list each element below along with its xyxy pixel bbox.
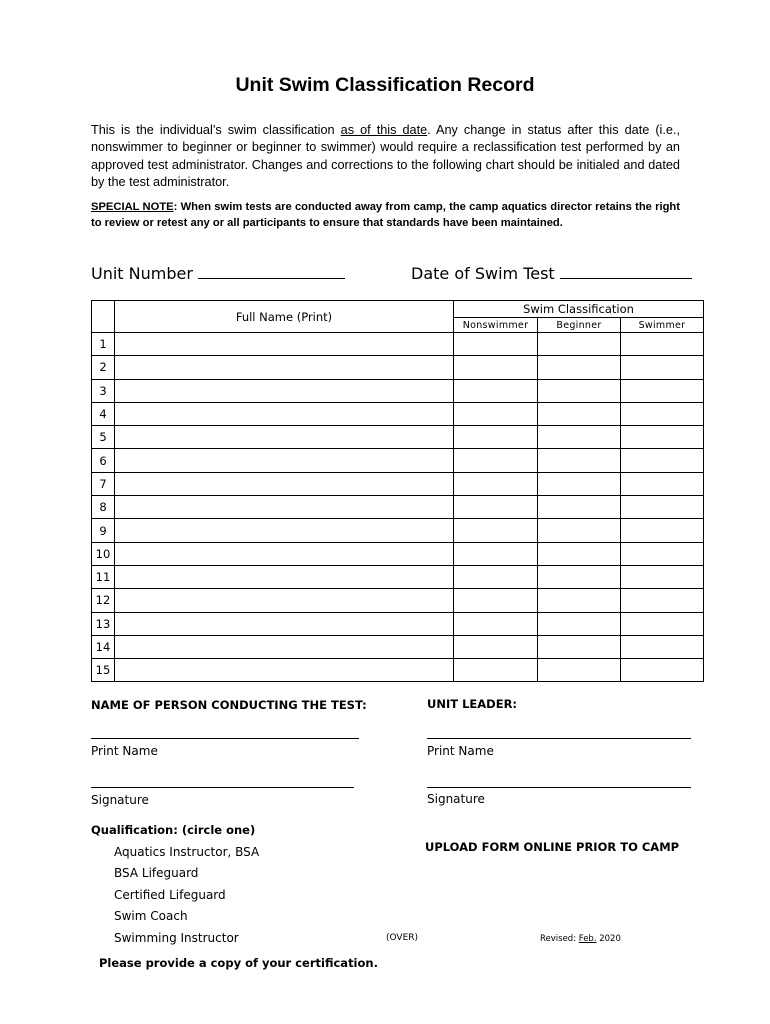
beginner-cell[interactable] <box>538 333 621 356</box>
intro-paragraph <box>91 122 680 191</box>
row-number: 2 <box>92 356 115 379</box>
page-title: Unit Swim Classification Record <box>235 74 535 96</box>
table-row <box>92 496 704 519</box>
nonswimmer-cell[interactable] <box>454 449 538 472</box>
beginner-cell[interactable] <box>538 449 621 472</box>
nonswimmer-cell[interactable] <box>454 426 538 449</box>
swimmer-cell[interactable] <box>621 612 704 635</box>
swimmer-cell[interactable] <box>621 589 704 612</box>
conductor-signature-label: Signature <box>91 793 149 807</box>
table-row <box>92 565 704 588</box>
full-name-cell[interactable] <box>115 472 454 495</box>
swimmer-cell[interactable] <box>621 449 704 472</box>
full-name-cell[interactable] <box>115 449 454 472</box>
beginner-cell[interactable] <box>538 565 621 588</box>
qualification-option[interactable]: Aquatics Instructor, BSA <box>114 845 260 859</box>
row-number-header <box>92 301 115 333</box>
row-number: 8 <box>92 496 115 519</box>
swim-test-date-field[interactable] <box>411 262 692 283</box>
qualification-option[interactable]: Swim Coach <box>114 909 188 923</box>
row-number: 6 <box>92 449 115 472</box>
conductor-signature-line[interactable] <box>91 787 354 788</box>
full-name-cell[interactable] <box>115 519 454 542</box>
unit-leader-signature-label: Signature <box>427 792 485 806</box>
unit-leader-print-name-label: Print Name <box>427 744 494 758</box>
classification-table <box>91 300 704 682</box>
table-row <box>92 333 704 356</box>
nonswimmer-cell[interactable] <box>454 496 538 519</box>
swimmer-cell[interactable] <box>621 519 704 542</box>
intro-text-2: . Any change in status after this date (i.e., nonswimmer to beginner or beginner to swimmer) would require a reclassification test performed by an approved test administrator. Changes and corrections to the following chart should be initialed and dated by the test administrator. <box>91 123 680 189</box>
beginner-cell[interactable] <box>538 659 621 682</box>
row-number: 3 <box>92 379 115 402</box>
table-row <box>92 356 704 379</box>
row-number: 4 <box>92 402 115 425</box>
table-row <box>92 426 704 449</box>
beginner-header: Beginner <box>538 318 621 333</box>
intro-text-1: This is the individual’s swim classification <box>91 123 341 137</box>
row-number: 7 <box>92 472 115 495</box>
nonswimmer-cell[interactable] <box>454 333 538 356</box>
table-row <box>92 542 704 565</box>
nonswimmer-cell[interactable] <box>454 519 538 542</box>
qualification-option[interactable]: BSA Lifeguard <box>114 866 199 880</box>
swimmer-cell[interactable] <box>621 402 704 425</box>
unit-leader-heading: UNIT LEADER: <box>427 697 518 711</box>
beginner-cell[interactable] <box>538 402 621 425</box>
unit-leader-print-name-line[interactable] <box>427 738 691 739</box>
qualification-option[interactable]: Swimming Instructor <box>114 931 239 945</box>
unit-number-label: Unit Number <box>91 264 193 283</box>
row-number: 14 <box>92 635 115 658</box>
full-name-cell[interactable] <box>115 589 454 612</box>
qualification-heading: Qualification: (circle one) <box>91 823 256 837</box>
beginner-cell[interactable] <box>538 379 621 402</box>
table-row <box>92 402 704 425</box>
beginner-cell[interactable] <box>538 356 621 379</box>
full-name-cell[interactable] <box>115 659 454 682</box>
beginner-cell[interactable] <box>538 612 621 635</box>
beginner-cell[interactable] <box>538 589 621 612</box>
table-row <box>92 379 704 402</box>
unit-number-field[interactable] <box>91 262 345 283</box>
nonswimmer-cell[interactable] <box>454 565 538 588</box>
swimmer-cell[interactable] <box>621 565 704 588</box>
beginner-cell[interactable] <box>538 472 621 495</box>
full-name-cell[interactable] <box>115 612 454 635</box>
full-name-header: Full Name (Print) <box>115 301 454 333</box>
beginner-cell[interactable] <box>538 426 621 449</box>
table-row <box>92 472 704 495</box>
beginner-cell[interactable] <box>538 542 621 565</box>
table-row <box>92 449 704 472</box>
nonswimmer-cell[interactable] <box>454 635 538 658</box>
intro-underlined-text: as of this date <box>340 123 428 137</box>
certification-note: Please provide a copy of your certification. <box>99 956 378 970</box>
nonswimmer-cell[interactable] <box>454 402 538 425</box>
special-note-text: : When swim tests are conducted away from camp, the camp aquatics director retains the right to review or retest any or all participants to ensure that standards have been maintained. <box>91 201 680 229</box>
beginner-cell[interactable] <box>538 496 621 519</box>
row-number: 11 <box>92 565 115 588</box>
unit-leader-signature-line[interactable] <box>427 787 691 788</box>
special-note <box>91 200 680 231</box>
upload-notice: UPLOAD FORM ONLINE PRIOR TO CAMP <box>425 840 680 854</box>
swimmer-cell[interactable] <box>621 379 704 402</box>
swimmer-cell[interactable] <box>621 496 704 519</box>
nonswimmer-cell[interactable] <box>454 472 538 495</box>
revised-date <box>540 934 621 944</box>
nonswimmer-cell[interactable] <box>454 542 538 565</box>
over-label: (OVER) <box>386 933 419 943</box>
nonswimmer-cell[interactable] <box>454 356 538 379</box>
swimmer-header: Swimmer <box>621 318 704 333</box>
row-number: 5 <box>92 426 115 449</box>
full-name-cell[interactable] <box>115 496 454 519</box>
table-row <box>92 519 704 542</box>
beginner-cell[interactable] <box>538 635 621 658</box>
row-number: 1 <box>92 333 115 356</box>
nonswimmer-cell[interactable] <box>454 589 538 612</box>
row-number: 9 <box>92 519 115 542</box>
full-name-cell[interactable] <box>115 402 454 425</box>
full-name-cell[interactable] <box>115 356 454 379</box>
table-row <box>92 589 704 612</box>
unit-number-blank[interactable] <box>198 262 345 279</box>
full-name-cell[interactable] <box>115 542 454 565</box>
swimmer-cell[interactable] <box>621 542 704 565</box>
row-number: 13 <box>92 612 115 635</box>
swimmer-cell[interactable] <box>621 356 704 379</box>
nonswimmer-cell[interactable] <box>454 612 538 635</box>
table-row <box>92 635 704 658</box>
revised-prefix: Revised: <box>540 934 579 944</box>
full-name-cell[interactable] <box>115 426 454 449</box>
swimmer-cell[interactable] <box>621 472 704 495</box>
row-number: 10 <box>92 542 115 565</box>
full-name-cell[interactable] <box>115 565 454 588</box>
special-note-label: SPECIAL NOTE <box>91 201 174 213</box>
row-number: 12 <box>92 589 115 612</box>
full-name-cell[interactable] <box>115 635 454 658</box>
conductor-heading: NAME OF PERSON CONDUCTING THE TEST: <box>91 698 367 712</box>
table-row <box>92 659 704 682</box>
revised-month: Feb. <box>578 934 597 944</box>
full-name-cell[interactable] <box>115 333 454 356</box>
swim-test-date-label: Date of Swim Test <box>411 264 555 283</box>
conductor-print-name-label: Print Name <box>91 744 158 758</box>
revised-year: 2020 <box>596 934 621 944</box>
swim-classification-header: Swim Classification <box>454 301 704 318</box>
qualification-option[interactable]: Certified Lifeguard <box>114 888 226 902</box>
row-number: 15 <box>92 659 115 682</box>
full-name-cell[interactable] <box>115 379 454 402</box>
swimmer-cell[interactable] <box>621 635 704 658</box>
table-row <box>92 612 704 635</box>
swim-test-date-blank[interactable] <box>560 262 692 279</box>
nonswimmer-cell[interactable] <box>454 659 538 682</box>
swimmer-cell[interactable] <box>621 426 704 449</box>
beginner-cell[interactable] <box>538 519 621 542</box>
nonswimmer-header: Nonswimmer <box>454 318 538 333</box>
nonswimmer-cell[interactable] <box>454 379 538 402</box>
conductor-print-name-line[interactable] <box>91 738 359 739</box>
swimmer-cell[interactable] <box>621 333 704 356</box>
swimmer-cell[interactable] <box>621 659 704 682</box>
